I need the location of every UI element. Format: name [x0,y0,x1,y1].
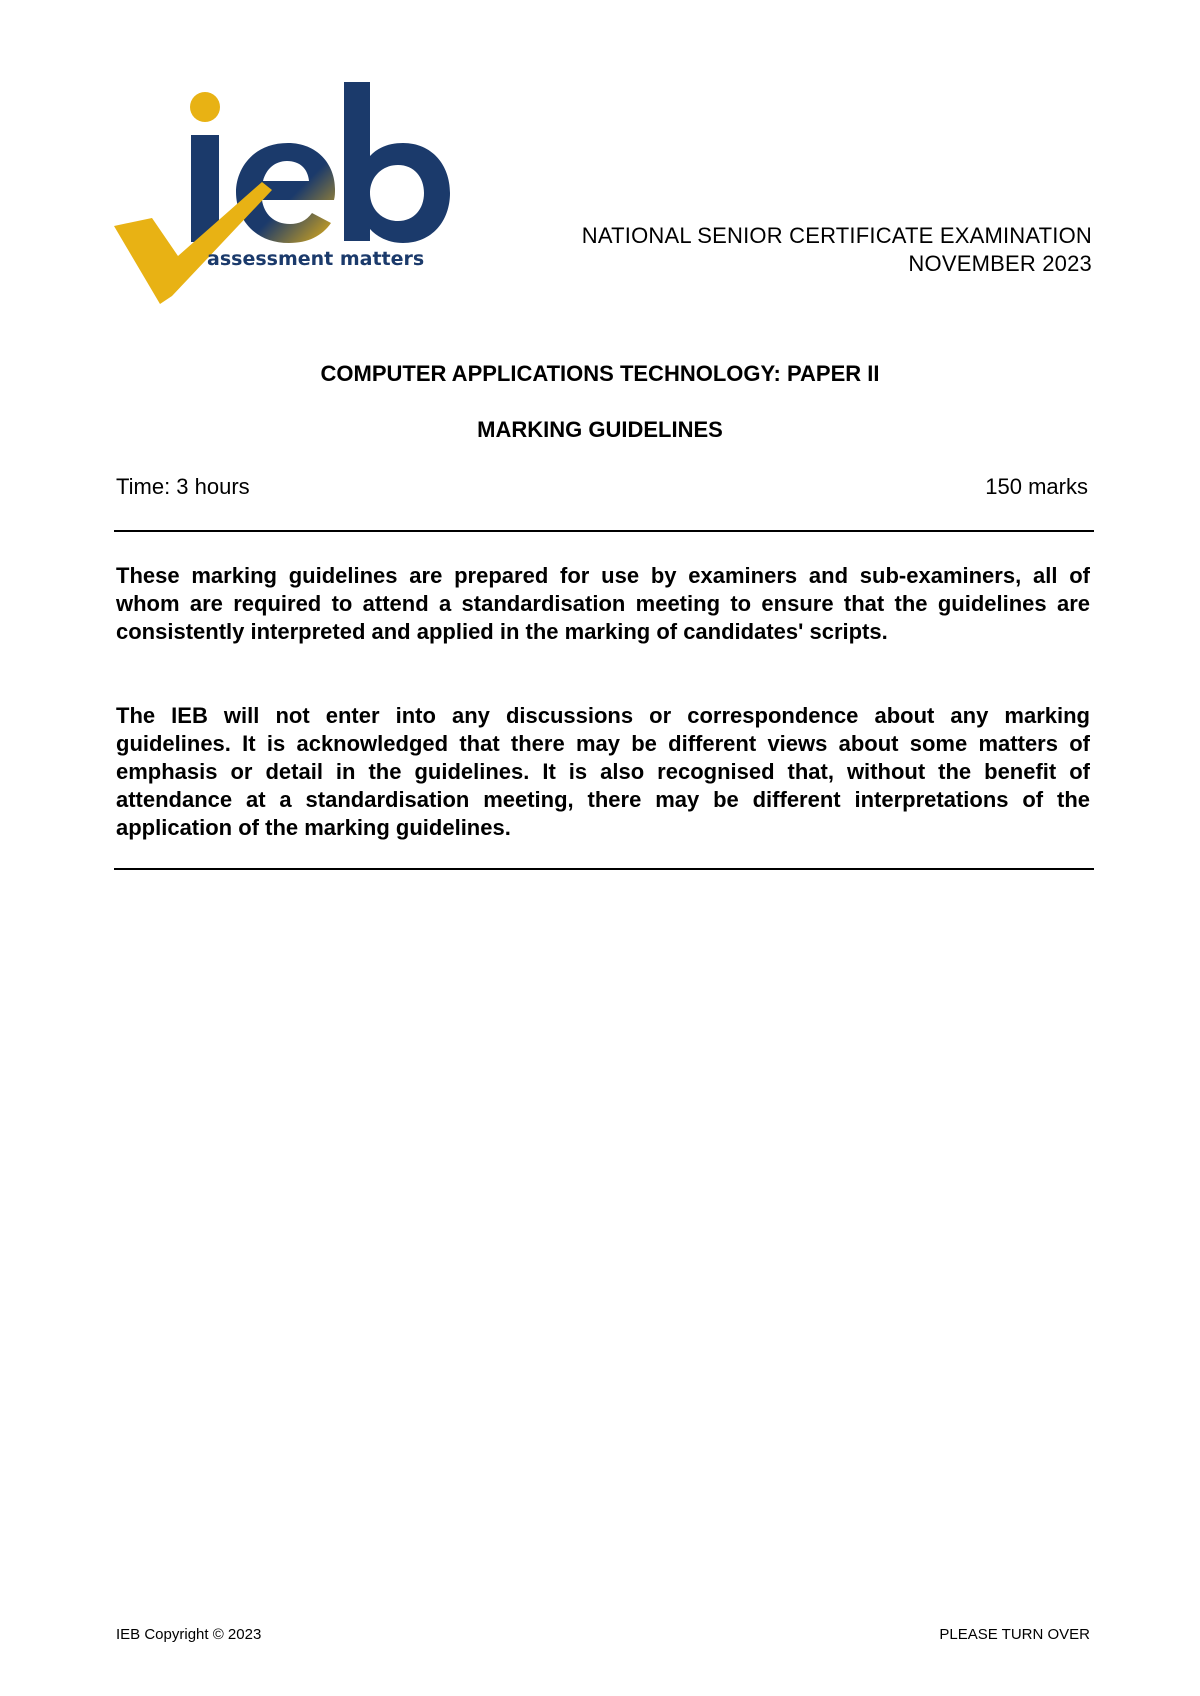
footer-turn-over: PLEASE TURN OVER [939,1626,1090,1643]
paper-subtitle: MARKING GUIDELINES [477,417,723,442]
logo-tagline: assessment matters [207,248,425,270]
divider-bottom [114,868,1094,870]
intro-paragraph: These marking guidelines are prepared for use by examiners and sub-examiners, all of whom are required to attend a standardisation meeting to ensure that the guidelines are consistently interpreted and applied in the marking of candidates' scripts. [116,563,1090,644]
exam-name: NATIONAL SENIOR CERTIFICATE EXAMINATION [581,223,1092,248]
ieb-logo [112,78,462,308]
footer-copyright: IEB Copyright © 2023 [116,1626,262,1643]
time-marks-row [116,474,1088,500]
logo-dot [190,92,220,122]
total-marks: 150 marks [985,474,1088,499]
disclaimer-paragraph: The IEB will not enter into any discussions or correspondence about any marking guidelines. It is acknowledged that there may be different views about some matters of emphasis or detail in the guidelines. It is also recognised that, without the benefit of attendance at a standardisation meeting, there may be different interpretations of the application of the marking guidelines. [116,703,1090,840]
exam-header [582,222,1092,278]
ieb-logo-graphic [112,78,462,308]
logo-b [344,82,450,243]
divider-top [114,530,1094,532]
paper-title: COMPUTER APPLICATIONS TECHNOLOGY: PAPER II [320,361,880,386]
exam-session: NOVEMBER 2023 [908,251,1092,276]
time-allowed: Time: 3 hours [116,474,250,499]
